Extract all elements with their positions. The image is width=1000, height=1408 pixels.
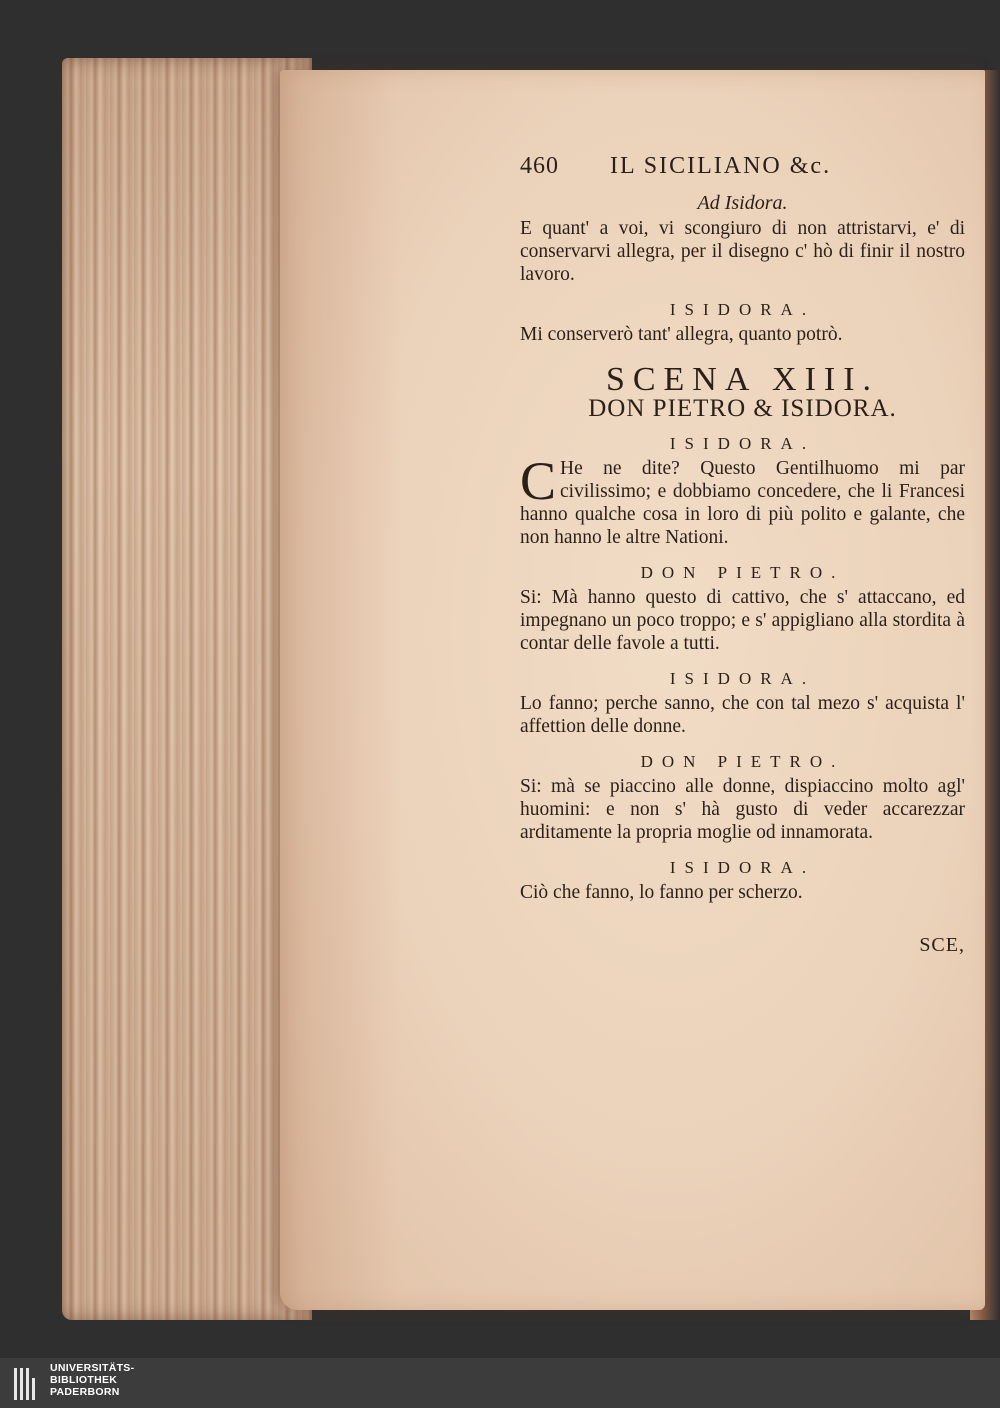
book-fore-edge	[62, 58, 312, 1320]
speech-text: Lo fanno; perche sanno, che con tal mezo s' acquista l' affettion delle donne.	[520, 693, 965, 737]
speech-text: Si: Mà hanno questo di cattivo, che s' attaccano, ed impegnano un poco troppo; e s' appigliano alla stordita à contar delle favole a tutti.	[520, 587, 965, 654]
speaker-name: ISIDORA.	[669, 858, 816, 877]
speaker-name: DON PIETRO.	[640, 752, 845, 771]
scene-title: SCENA XIII.	[605, 361, 880, 398]
speech-text: E quant' a voi, vi scongiuro di non attristarvi, e' di conservarvi allegra, per il disegno c' hò di finir il nostro lavoro.	[520, 218, 965, 285]
speaker-name: DON PIETRO.	[640, 563, 845, 582]
running-head	[520, 155, 965, 178]
logo-line: BIBLIOTHEK	[50, 1374, 118, 1386]
library-logo-icon	[14, 1368, 42, 1400]
catchword: SCE,	[919, 934, 965, 956]
speech-text	[520, 451, 965, 549]
scene-persons: DON PIETRO & ISIDORA.	[588, 395, 897, 422]
speech-body: He ne dite? Questo Gentilhuomo mi par civilissimo; e dobbiamo concedere, che li Francesi hanno qualche cosa in loro di più polito e galante, che non hanno le altre Nationi.	[520, 458, 965, 548]
speech-text: Ciò che fanno, lo fanno per scherzo.	[520, 882, 803, 903]
library-footer	[0, 1358, 1000, 1408]
page-stain	[280, 70, 400, 1310]
logo-line: PADERBORN	[50, 1386, 120, 1398]
speech-text: Si: mà se piaccino alle donne, dispiaccino molto agl' huomini: e non s' hà gusto di veder accarezzar arditamente la propria moglie od innamorata.	[520, 776, 965, 843]
running-title: IL SICILIANO &c.	[610, 153, 832, 179]
library-logo-text	[50, 1362, 134, 1398]
stage-direction: Ad Isidora.	[697, 192, 788, 214]
page-text	[520, 155, 965, 957]
drop-cap: C	[520, 451, 557, 511]
logo-line: UNIVERSITÄTS-	[50, 1362, 135, 1374]
speaker-name: ISIDORA.	[669, 669, 816, 688]
page-number: 460	[520, 153, 559, 179]
speaker-name: ISIDORA.	[669, 434, 816, 453]
speaker-name: ISIDORA.	[669, 300, 816, 319]
speech-text: Mi conserverò tant' allegra, quanto potrò.	[520, 324, 843, 345]
